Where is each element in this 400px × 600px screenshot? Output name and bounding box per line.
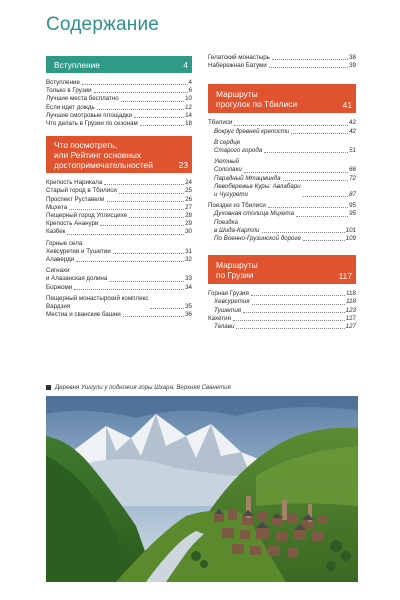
toc-entry-label: Вступление xyxy=(46,79,80,86)
toc-entry-label: Набережная Батуми xyxy=(208,62,267,70)
toc-entry-label: Лучшие смотровые площадки xyxy=(46,111,133,119)
section-heading-page: 23 xyxy=(178,160,188,171)
toc-entry-label: Поездки из Тбилиси xyxy=(208,202,266,210)
caption-text: Деревня Ушгули у подножия горы Шхара, Верхняя Сванетия xyxy=(55,384,231,391)
toc-entry-label: Казбек xyxy=(46,228,66,236)
dot-leader xyxy=(272,59,348,60)
toc-entry[interactable] xyxy=(208,323,356,331)
toc-entry[interactable] xyxy=(208,183,356,199)
toc-entry[interactable] xyxy=(208,315,356,323)
toc-entry-label: Горные села Хевсуретии и Тушетии xyxy=(46,239,111,255)
toc-entry-page: 87 xyxy=(349,191,356,199)
toc-entry-label: Духовная столица Мцхета xyxy=(214,210,294,218)
section-heading-page: 117 xyxy=(338,271,352,282)
toc-entry[interactable] xyxy=(208,54,356,62)
toc-entry-label: Крепость Ананури xyxy=(46,220,99,228)
toc-entry[interactable] xyxy=(46,120,192,128)
toc-entry-page: 36 xyxy=(185,311,192,319)
toc-entry-page: 39 xyxy=(349,62,356,70)
toc-entry-page: 95 xyxy=(349,210,356,218)
dot-leader xyxy=(74,289,184,290)
toc-entry[interactable] xyxy=(46,267,192,283)
toc-entry-label: Если идет дождь xyxy=(46,103,95,111)
toc-entry-label: Поездка в Шида-Картли xyxy=(214,218,260,234)
toc-entry-label: По Военно-Грузинской дороге xyxy=(214,235,301,243)
toc-entry-label: Тбилиси xyxy=(208,119,233,127)
toc-entry-page: 51 xyxy=(349,147,356,155)
toc-entry-page: 72 xyxy=(349,174,356,182)
toc-entry[interactable] xyxy=(46,112,192,120)
toc-entry-page: 109 xyxy=(345,235,356,243)
toc-entry[interactable] xyxy=(208,202,356,210)
toc-entry[interactable] xyxy=(46,204,192,212)
toc-entry-label: Парадный Мтацминда xyxy=(214,174,281,182)
dot-leader xyxy=(234,125,348,126)
toc-left-column xyxy=(46,54,192,319)
dot-leader xyxy=(67,234,184,235)
toc-entry-label: Горная Грузия xyxy=(208,290,249,298)
toc-entry[interactable] xyxy=(208,62,356,70)
toc-entry-label: Вокруг древней крепости xyxy=(214,127,290,135)
dot-leader xyxy=(268,207,348,208)
section-heading[interactable] xyxy=(208,84,356,113)
toc-entry-label: Пещерный город Уплисцихе xyxy=(46,212,128,220)
ushguli-photo xyxy=(46,396,358,582)
dot-leader xyxy=(296,216,348,217)
toc-entry-page: 12 xyxy=(185,103,192,111)
dot-leader xyxy=(97,109,184,110)
section-heading[interactable] xyxy=(46,136,192,173)
toc-entry[interactable] xyxy=(46,187,192,195)
dot-leader xyxy=(119,193,184,194)
dot-leader xyxy=(109,281,184,282)
dot-leader xyxy=(140,125,184,126)
toc-entry[interactable] xyxy=(46,220,192,228)
toc-entry-label: Мцхета xyxy=(46,203,68,211)
toc-entry[interactable] xyxy=(208,290,356,298)
toc-entry[interactable] xyxy=(46,295,192,311)
section-heading-title: Что посмотреть, или Рейтинг основных достопримечательностей xyxy=(54,140,153,171)
toc-entry-page: 30 xyxy=(185,228,192,236)
photo-caption xyxy=(46,384,231,391)
dot-leader xyxy=(269,67,348,68)
toc-entry-page: 35 xyxy=(185,303,192,311)
toc-entry-page: 127 xyxy=(345,323,356,331)
toc-entry-page: 24 xyxy=(185,179,192,187)
toc-entry[interactable] xyxy=(208,175,356,183)
dot-leader xyxy=(264,152,348,153)
toc-entry-page: 33 xyxy=(185,275,192,283)
toc-entry-page: 118 xyxy=(346,290,356,298)
toc-entry-label: Только в Грузии xyxy=(46,87,92,95)
toc-entry-label: Лучшие места бесплатно xyxy=(46,95,119,103)
section-heading-page: 41 xyxy=(342,100,352,111)
toc-entry-label: Кахетия xyxy=(208,314,231,322)
toc-entry[interactable] xyxy=(208,139,356,155)
toc-entry[interactable] xyxy=(208,210,356,218)
toc-entry-page: 18 xyxy=(185,120,192,128)
toc-entry-page: 14 xyxy=(185,111,192,119)
dot-leader xyxy=(252,304,346,305)
toc-entry[interactable] xyxy=(208,119,356,127)
dot-leader xyxy=(251,295,345,296)
toc-entry-page: 31 xyxy=(185,247,192,255)
toc-entry[interactable] xyxy=(46,196,192,204)
toc-entry[interactable] xyxy=(208,307,356,315)
toc-entry-page: 118 xyxy=(346,298,356,306)
landscape-illustration xyxy=(46,396,358,582)
dot-leader xyxy=(69,209,184,210)
dot-leader xyxy=(121,101,184,102)
toc-entry[interactable] xyxy=(46,179,192,187)
toc-entry[interactable] xyxy=(46,228,192,236)
toc-entry-label: Проспект Руставели xyxy=(46,195,105,203)
dot-leader xyxy=(129,217,184,218)
toc-entry-page: 26 xyxy=(185,195,192,203)
dot-leader xyxy=(123,316,184,317)
toc-entry[interactable] xyxy=(46,79,192,87)
toc-entry-label: Что делать в Грузии по сезонам xyxy=(46,120,138,128)
dot-leader xyxy=(82,84,188,85)
dot-leader xyxy=(100,225,184,226)
toc-entry[interactable] xyxy=(208,235,356,243)
dot-leader xyxy=(104,184,184,185)
toc-entry[interactable] xyxy=(46,212,192,220)
toc-entry-page: 66 xyxy=(349,166,356,174)
toc-entry-label: Левобережье Куры: Авлабари и Чугурети xyxy=(214,182,301,199)
toc-entry-label: Крепость Нарикала xyxy=(46,179,103,187)
dot-leader xyxy=(76,261,184,262)
section-heading-title: Маршруты прогулок по Тбилиси xyxy=(216,89,298,110)
dot-leader xyxy=(236,328,344,329)
toc-entry-label: Местиа и сванские башни xyxy=(46,311,121,319)
toc-entry-page: 4 xyxy=(188,79,192,86)
toc-entry-label: Сигнахи и Алазанская долина xyxy=(46,267,108,283)
dot-leader xyxy=(303,196,348,197)
toc-entry-page: 95 xyxy=(349,202,356,210)
toc-entry-page: 38 xyxy=(349,54,356,61)
toc-entry-page: 42 xyxy=(349,127,356,135)
toc-entry[interactable] xyxy=(208,298,356,306)
page-title: Содержание xyxy=(46,14,160,35)
dot-leader xyxy=(113,253,184,254)
toc-entry-page: 42 xyxy=(349,119,356,127)
section-heading-page: 4 xyxy=(183,60,188,70)
toc-entry-label: Тушетия xyxy=(214,306,242,314)
section-heading-title: Вступление xyxy=(54,60,100,70)
toc-entry[interactable] xyxy=(208,128,356,136)
toc-entry[interactable] xyxy=(46,87,192,95)
dot-leader xyxy=(283,180,349,181)
dot-leader xyxy=(244,172,348,173)
toc-entry-label: Телави xyxy=(214,323,235,331)
caption-square-icon xyxy=(46,385,51,390)
toc-entry-page: 123 xyxy=(345,306,356,314)
dot-leader xyxy=(291,133,348,134)
toc-entry-page: 25 xyxy=(185,187,192,195)
toc-entry[interactable] xyxy=(46,240,192,256)
toc-entry-page: 28 xyxy=(185,212,192,220)
toc-entry-label: Пещерный монастырский комплекс Вардзия xyxy=(46,294,149,311)
toc-entry-label: Гелатский монастырь xyxy=(208,54,270,61)
toc-entry-label: Алаверди xyxy=(46,256,75,264)
toc-entry-page: 101 xyxy=(345,226,356,234)
section-heading-title: Маршруты по Грузии xyxy=(216,260,258,281)
toc-entry[interactable] xyxy=(208,219,356,235)
toc-entry-label: Хевсуретия xyxy=(214,298,250,306)
toc-entry-page: 32 xyxy=(185,256,192,264)
toc-entry[interactable] xyxy=(46,311,192,319)
toc-entry[interactable] xyxy=(46,284,192,292)
toc-entry[interactable] xyxy=(46,95,192,103)
toc-entry-label: Старый город в Тбилиси xyxy=(46,187,117,195)
section-heading[interactable] xyxy=(46,56,192,73)
toc-entry[interactable] xyxy=(46,104,192,112)
dot-leader xyxy=(233,320,345,321)
dot-leader xyxy=(243,312,345,313)
toc-entry-label: Боржоми xyxy=(46,283,73,291)
toc-entry[interactable] xyxy=(46,256,192,264)
dot-leader xyxy=(107,201,185,202)
section-heading[interactable] xyxy=(208,255,356,284)
dot-leader xyxy=(134,117,184,118)
toc-right-column xyxy=(208,54,356,331)
toc-entry-label: Уютный Сололаки xyxy=(214,158,242,174)
dot-leader xyxy=(94,92,188,93)
dot-leader xyxy=(262,232,345,233)
toc-entry-page: 10 xyxy=(185,95,192,103)
toc-entry[interactable] xyxy=(208,158,356,174)
dot-leader xyxy=(150,308,184,309)
toc-entry-page: 27 xyxy=(185,203,192,211)
toc-entry-page: 29 xyxy=(185,220,192,228)
toc-entry-page: 6 xyxy=(188,87,192,95)
toc-entry-label: В сердце Старого города xyxy=(214,138,263,155)
toc-entry-page: 127 xyxy=(345,314,356,322)
toc-entry-page: 34 xyxy=(185,283,192,291)
dot-leader xyxy=(303,240,345,241)
